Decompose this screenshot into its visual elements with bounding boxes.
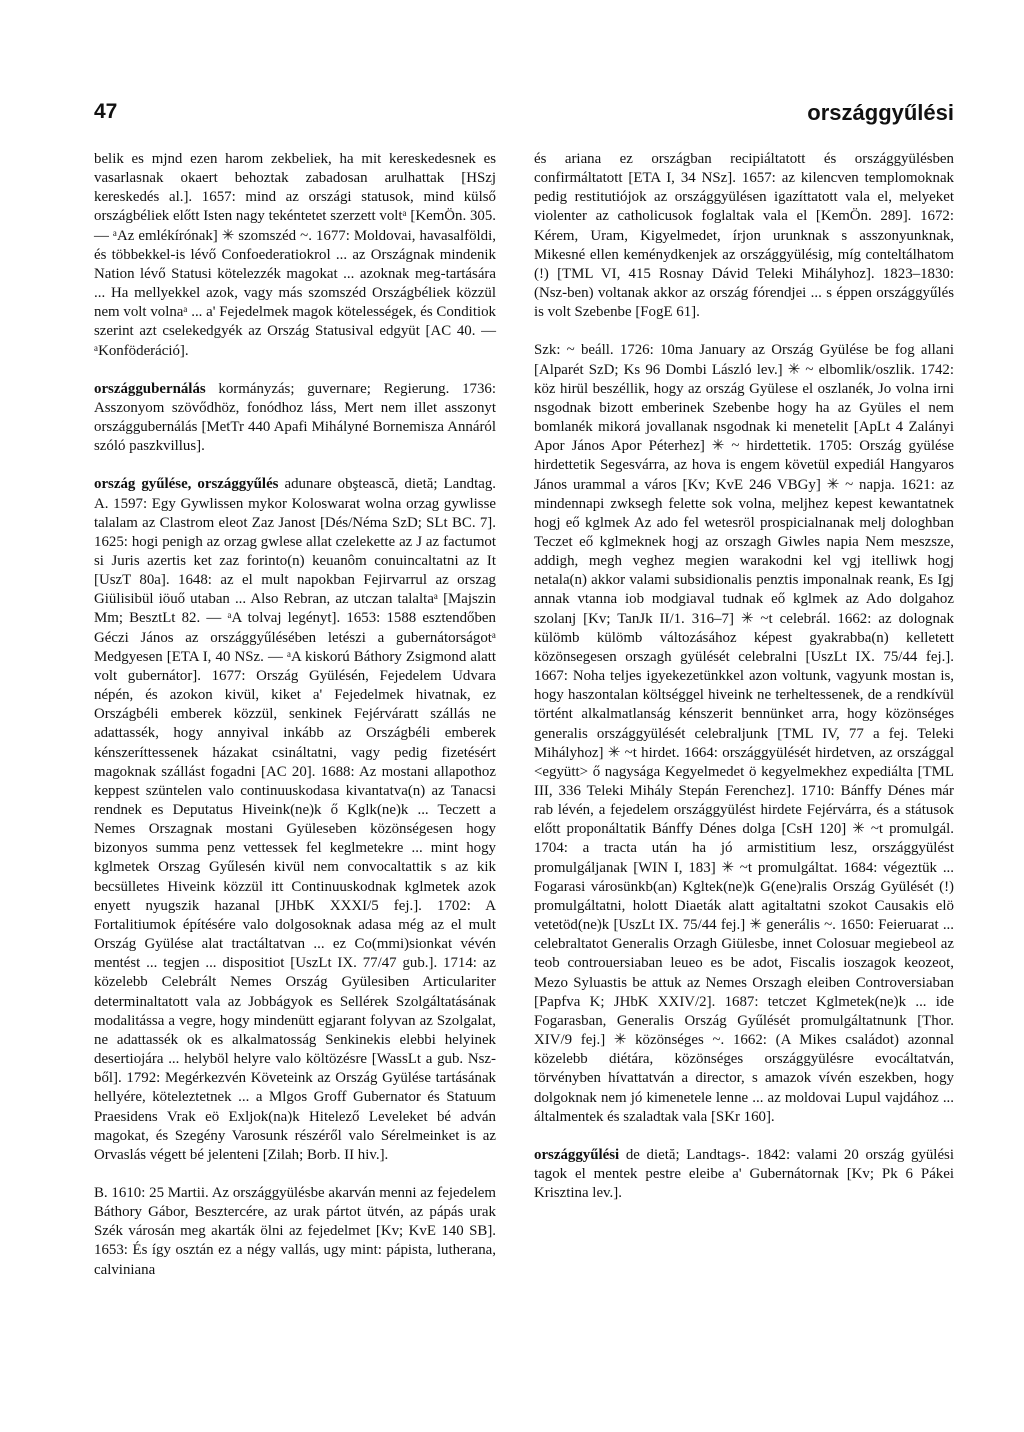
page-number: 47 xyxy=(94,100,118,123)
page-header xyxy=(94,100,954,130)
headword: ország gyűlése, országgyűlés xyxy=(94,476,279,493)
entry-continuation: és ariana ez országban recipiáltatott és országgyülésben confirmáltatott [ETA I, 34 NSz]. 1657: az kilencven templomoknak pedig restitutiójok az országgyülésen igazíttatott vala el, melyeket violenter az catholicusok foglaltak vala el [KemÖn. 289]. 1672: Kérem, Uram, Kigyelmedet, írjon urunknak s asszonyunknak, Mikesné ellen keménydkenjek az országgyülésig, míg conteltálhatom (!) [TML VI, 415 Rosnay Dávid Teleki Mihályhoz]. 1823–1830: (Nsz-ben) voltanak akkor az ország fórendjei ... s éppen országgyűlés is volt Szebenbe [FogE 61]. xyxy=(534,151,954,321)
entry-orszaggubernalas xyxy=(94,380,496,457)
entry-body: de dietă; Landtags-. 1842: valami 20 ország gyülési tagok el mentek pestre eleibe a' Gubernátornak [Kv; Pk 6 Pákei Krisztina lev.]. xyxy=(534,1146,954,1202)
headword: országgubernálás xyxy=(94,380,206,397)
right-column xyxy=(534,150,954,1203)
entry-section-b: B. 1610: 25 Martii. Az országgyülésbe akarván menni az fejedelem Báthory Gábor, Besztercére, az urak pártot ütvén, az pápás urak Szék városán meg akarták ölni az fejedelmet [Kv; KvE 140 SB]. 1653: És így osztán ez a négy vallás, ugy mint: pápista, lutherana, calviniana xyxy=(94,1184,496,1278)
entry-orszaggyulesi xyxy=(534,1146,954,1203)
left-column xyxy=(94,150,496,1280)
entry-body: adunare obştească, dietă; Landtag. A. 1597: Egy Gywlissen mykor Koloswarat wolna orzag gywlisse talalam az Clastrom eleot Zaz Janost [Dés/Néma SzD; SLt BC. 7]. 1625: hogi penigh az orzag gwlese allat czelekette az J az factumot si Juris azertis ket zaz forinto(n) keuanôm conuincaltatni az It [UszT 80a]. 1648: az el mult napokban Fejirvarrul az orszag Giülisibül iöuő utaban ... Also Rebran, az utczan talaltaᵃ [Majszin Mm; BesztLt 82. — ᵃA tolvaj legényt]. 1653: 1588 esztendőben Géczi János az országgyűlésében letészi a gubernátorságotᵃ Medgyesen [ETA I, 40 NSz. — ᵃA kiskorú Báthory Zsigmond alatt volt gubernátor]. 1677: Ország Gyülésén, Fejedelem Udvara népén, és azokon kivül, kiket a' Fejedelmek hivatnak, ez Országbéli emberek közzül, senkinek Fejérváratt szállás ne adattassék, hogy annyival inkább az Országbéli emberek kénszeríttessenek házakat csináltatni, vagy pedig fizetésért magoknak szállást fogadni [AC 20]. 1688: Az mostani allapothoz keppest szüntelen valo continuuskodasa kivantatva(n) az Tanacsi rendnek es Deputatus Hiveink(ne)k ő Kglk(ne)k ... Teczett a Nemes Orszagnak mostani Gyüleseben közönségesen hogy bizonyos summa penz vettessek fel keglmetekre ... mint hogy kglmetek Orszag Gyűlesén kivül nem convocaltattik s az kik becsülletes Hiveink közzül itt Continuuskodnak kglmetek azok enyett nyugszik hazanal [JHbK XXXI/5 fej.]. 1702: A Fortalitiumok építésére valo dolgosoknak adasa még az el mult Ország Gyülése alat tractáltatvan ... ez Co(mmi)sionkat vévén mentést ... tegjen ... dispositiot [UszLt IX. 77/47 gub.]. 1714: az közelebb Celebrált Nemes Ország Gyülesiben Articulariter determinaltatott vala az Jobbágyok es Sellérek Szolgáltatásának modalitássa a vegre, hogy mindenütt egjarant folyvan az Szolgalat, ne adattassék ok es alkalmatosság Senkinekis elebbi helyinek desertiojára ... helyböl helyre valo költözésre [WassLt a gub. Nsz-ből]. 1792: Megérkezvén Követeink az Ország Gyülése tartásának hellyére, köteleztetnek ... a Mlgos Groff Gubernator és Statuum Praesidens Vrak eö Exljok(na)k Hitelező Leveleket bé adván magokat, és Szegény Varosunk részéről valo Sérelmeinket is az Orvaslás végett bé jelenteni [Zilah; Borb. II hiv.]. xyxy=(94,476,497,1163)
entry-body: kormányzás; guvernare; Regierung. 1736: Asszonyom szövődhöz, fonódhoz láss, Mert nem illet asszonyt országgubernálás [MetTr 440 Apafi Mihályné Bornemisza Annáról szóló paszkvillus]. xyxy=(94,380,496,455)
entry-szk-phrases: Szk: ~ beáll. 1726: 10ma January az Ország Gyülése be fog allani [Alparét SzD; Ks 96 Dombi László lev.] ✳ ~ elbomlik/oszlik. 1742: köz hirül beszéllik, hogy az ország Gyülese el oszlanék, Jo volna irni nsgodnak bizott emberinek Szebenbe hogy ha az Gyüles el nem bomlanék mikorá jovallanak nsgodnak ki menetelit [ApLt 4 Zalányi Apor János Apor Péterhez] ✳ ~ hirdettetik. 1705: Ország gyülése hirdettetik Segesvárra, az hova is engem követül expediál Hangyaros János urammal a város [Kv; KvE 246 VBGy] ✳ ~ napja. 1621: az mindennapi zwksegh felette sok volna, meljhez kepest kewantatnek hogj eő kglmek Az ado fel wetesröl prospicialnanak melj dologhban Teczet eő kglmeknek hogj az orszagh Giwles napia Nem meszsze, addigh, megh veghez megien warakodni kel vgj itelliwk hogj netala(n) akkor valami subsidionalis penztis imponalnak reank, Es Igj annak vtanna iob modgiaval tudnak eő kglmek az Ado dolgahoz szolanj [Kv; TanJk II/1. 316–7] ✳ ~t celebrál. 1662: az dolognak külömb külömb változásához képest gyakrabba(n) kelletett közönsegesen orszagh gyülését celebralni [UszLt IX. 75/44 fej.]. 1667: Noha teljes igyekezetünkkel azon voltunk, vagyunk mostan is, hogy haszontalan költséggel hiveink ne terheltessenek, de a rendkívül történt alkalmatlanság kénszerit bennünket arra, hogy közönséges generalis országgyülését celebraljunk [TML IV, 77 a fej. Teleki Mihályhoz] ✳ ~t hirdet. 1664: országgyülését hirdetven, az országgal <együtt> ő nagysága Kegyelmedet ö kegyelmekhez expediálta [TML III, 336 Teleki Mihály Stepán Ferenchez]. 1710: Bánffy Dénes már rab lévén, a fejedelem országgyülést hirdete Fejérvárra, és a státusok előtt proponáltatik Bánffy Dénes dolga [CsH 120] ✳ ~t promulgál. 1704: a tracta után ha jó armistitium lesz, országgyülést promulgáljanak [WIN I, 183] ✳ ~t promulgáltat. 1684: végeztük ... Fogarasi városünkb(an) Kgltek(ne)k G(ene)ralis Ország Gyülését (!) promulgáltatni, holott Diaeták alatt agitaltatni szokot Causakis elö vetetöd(ne)k [UszLt IX. 75/44 fej.] ✳ generális ~. 1650: Feieruarat ... celebraltatot Generalis Orzagh Giülesbe, innet Colosuar megiebeol az teob controuersiaban leueo es be adot, Fiscalis ioszagok keozeot, Mezo Syluastis be attuk az Nemes Orszagh eleiben Controversiaban [Papfva K; JHbK XXIV/2]. 1687: tetczet Kglmetek(ne)k ... ide Fogarasban, Generalis Ország Gyűlését promulgáltatnunk [Thor. XIV/9 fej.] ✳ közönséges ~. 1662: (A Mikes családot) azonnal közelebb diétára, közönséges országgyülésre evocáltatván, törvényben hívattatván a director, s amazok vívén eszekben, hogy dolgoknak nem jó kimenetele lenne ... az moldovai Lupul vajdához ... általmentek és szaladtak vala [SKr 160]. xyxy=(534,342,954,1125)
running-headword: országgyűlési xyxy=(807,100,954,125)
entry-orszag-gyulese xyxy=(94,475,496,1165)
entry-continuation: belik es mjnd ezen harom zekbeliek, ha mit kereskedesnek es vasarlasnak okaert behoztak zabadosan arulhattak [HSzj kereskedés al.]. 1657: mind az országi statusok, mind külső országbéliek előtt Isten nagy tekéntetet szerzett voltᵃ [KemÖn. 305. — ᵃAz emlékírónak] ✳ szomszéd ~. 1677: Moldovai, havasalföldi, és többekkel-is lévő Confoederatiokrol ... az Országnak mindenik Nation lévő Statusi kötelezzék magokat ... azoknak meg-tartására ... Ha mellyekkel azok, vagy más szomszéd Országbéliek közzül nem volt volnaᵃ ... a' Fejedelmek magok kötelességek, és Conditiok szerint azt cselekedgyék az Ország Statusival edgyüt [AC 40. — ᵃKonföderáció]. xyxy=(94,151,496,359)
headword: országgyűlési xyxy=(534,1146,620,1163)
